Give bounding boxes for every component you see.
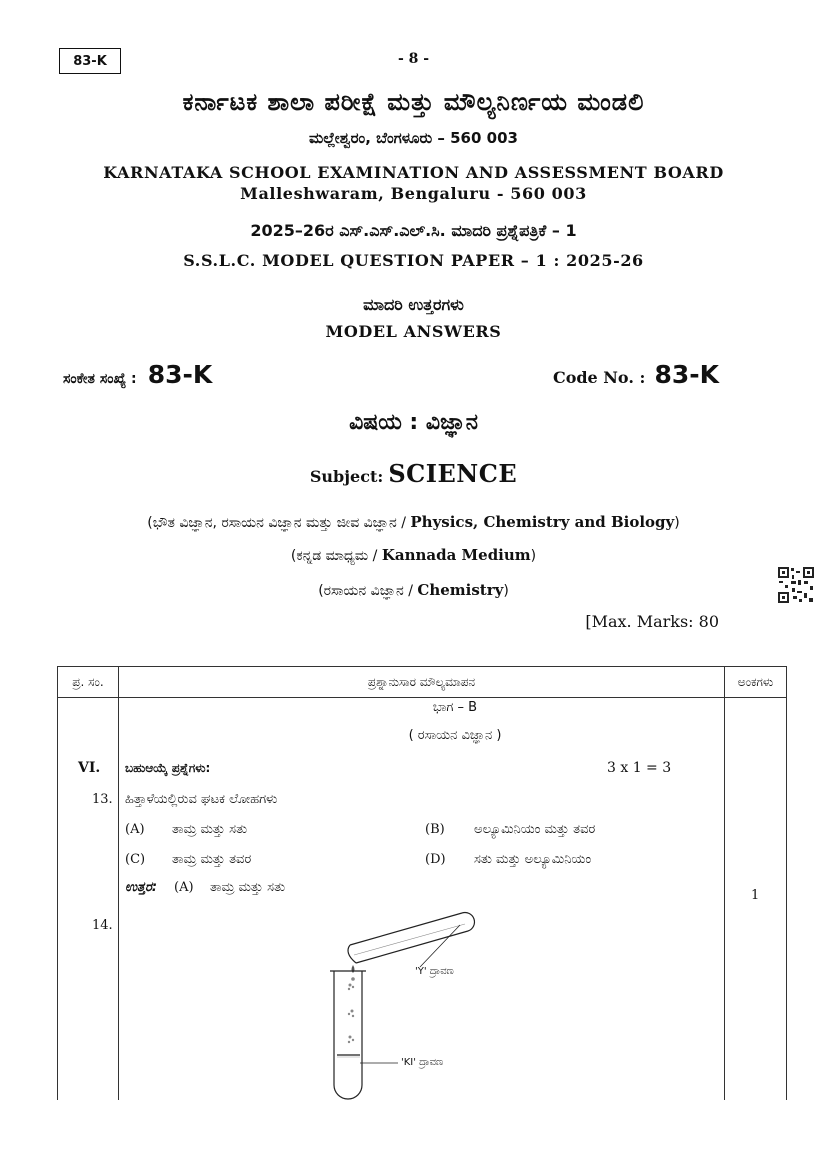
subjects-line-kannada: (ಭೌತ ವಿಜ್ಞಾನ, ರಸಾಯನ ವಿಜ್ಞಾನ ಮತ್ತು ಜೀವ ವಿಜ್ಞಾನ / — [147, 515, 411, 531]
subject-value: SCIENCE — [388, 459, 518, 488]
page-number: - 8 - — [397, 51, 430, 67]
section-english: Chemistry — [417, 581, 504, 599]
table-header-row — [58, 667, 787, 698]
question-13-text: ಹಿತ್ತಾಳೆಯಲ್ಲಿರುವ ಘಟಕ ಲೋಹಗಳು — [125, 792, 278, 807]
subjects-line-english: Physics, Chemistry and Biology — [410, 513, 675, 531]
paper-title-english: S.S.L.C. MODEL QUESTION PAPER – 1 : 2025-26 — [183, 251, 644, 270]
droplets — [351, 965, 355, 981]
question-number-cell — [58, 698, 119, 1101]
model-answers-kannada: ಮಾದರಿ ಉತ್ತರಗಳು — [363, 295, 464, 314]
section-line — [0, 580, 827, 599]
max-marks: [Max. Marks: 80 — [585, 612, 719, 631]
answer-key: (A) — [174, 880, 194, 895]
option-key: (A) — [125, 822, 145, 837]
subject-kannada: ವಿಷಯ : ವಿಜ್ಞಾನ — [349, 410, 478, 435]
option-key: (D) — [425, 852, 446, 867]
section-marks: 3 x 1 = 3 — [607, 760, 672, 776]
part-title: ಭಾಗ – B — [432, 700, 478, 715]
y-solution-pointer — [420, 925, 460, 967]
code-value-english: 83-K — [654, 360, 719, 389]
label-ki-solution: 'KI' ದ್ರಾವಣ — [401, 1057, 444, 1068]
option-text: ತಾಮ್ರ ಮತ್ತು ಸತು — [172, 822, 248, 837]
answer-marks: 1 — [751, 888, 760, 903]
option-text: ಅಲ್ಯೂಮಿನಿಯಂ ಮತ್ತು ತವರ — [474, 822, 596, 837]
part-subtitle: ( ರಸಾಯನ ವಿಜ್ಞಾನ ) — [408, 728, 502, 743]
qr-code-icon — [777, 566, 815, 604]
medium-kannada: (ಕನ್ನಡ ಮಾಧ್ಯಮ / — [290, 548, 382, 564]
option-text: ತಾಮ್ರ ಮತ್ತು ತವರ — [172, 852, 252, 867]
section-title: ಬಹುಆಯ್ಕೆ ಪ್ರಶ್ನೆಗಳು: — [125, 761, 211, 775]
label-y-solution: 'Y' ದ್ರಾವಣ — [415, 966, 454, 977]
vertical-test-tube — [330, 971, 366, 1099]
option-text: ಸತು ಮತ್ತು ಅಲ್ಯೂಮಿನಿಯಂ — [474, 852, 592, 867]
medium-line — [0, 545, 827, 564]
medium-close: ) — [530, 548, 537, 564]
model-answers-english: MODEL ANSWERS — [325, 322, 502, 341]
board-address-english: Malleshwaram, Bengaluru - 560 003 — [240, 184, 587, 203]
column-header-evaluation: ಪ್ರಶ್ನಾನುಸಾರ ಮೌಲ್ಯಮಾಪನ — [118, 667, 724, 698]
section-close: ) — [503, 583, 509, 599]
section-number: VI. — [78, 760, 101, 776]
subjects-line — [0, 512, 827, 531]
paper-title-kannada: 2025–26ರ ಎಸ್.ಎಸ್.ಎಲ್.ಸಿ. ಮಾದರಿ ಪ್ರಶ್ನೆಪತ್ರಿಕೆ – 1 — [250, 221, 577, 240]
board-title-kannada: ಕರ್ನಾಟಕ ಶಾಲಾ ಪರೀಕ್ಷೆ ಮತ್ತು ಮೌಲ್ಯನಿರ್ಣಯ ಮಂಡಲಿ — [182, 88, 645, 116]
pouring-test-tube — [348, 913, 474, 963]
code-number-kannada — [63, 360, 212, 389]
option-key: (B) — [425, 822, 445, 837]
medium-english: Kannada Medium — [381, 546, 531, 564]
code-value-kannada: 83-K — [147, 360, 213, 389]
code-number-english — [553, 360, 719, 389]
column-header-question-number: ಪ್ರ. ಸಂ. — [58, 667, 119, 698]
code-label-kannada: ಸಂಕೇತ ಸಂಖ್ಯೆ : — [63, 371, 137, 387]
column-header-marks: ಅಂಕಗಳು — [725, 667, 787, 698]
answer-text: ತಾಮ್ರ ಮತ್ತು ಸತು — [210, 880, 286, 895]
board-title-english: KARNATAKA SCHOOL EXAMINATION AND ASSESSMENT BOARD — [103, 163, 724, 182]
board-address-kannada: ಮಲ್ಲೇಶ್ವರಂ, ಬೆಂಗಳೂರು – 560 003 — [309, 129, 518, 147]
question-13-number: 13. — [92, 792, 113, 807]
question-14-number: 14. — [92, 918, 113, 933]
section-kannada: (ರಸಾಯನ ವಿಜ್ಞಾನ / — [318, 583, 418, 599]
subject-english — [0, 459, 827, 488]
test-tube-diagram — [320, 905, 490, 1100]
subjects-line-close: ) — [674, 515, 680, 531]
code-label-english: Code No. : — [552, 368, 646, 387]
answer-label: ಉತ್ತರ: — [125, 880, 158, 895]
option-key: (C) — [125, 852, 146, 867]
code-box: 83-K — [59, 48, 121, 74]
subject-label: Subject: — [309, 467, 384, 486]
